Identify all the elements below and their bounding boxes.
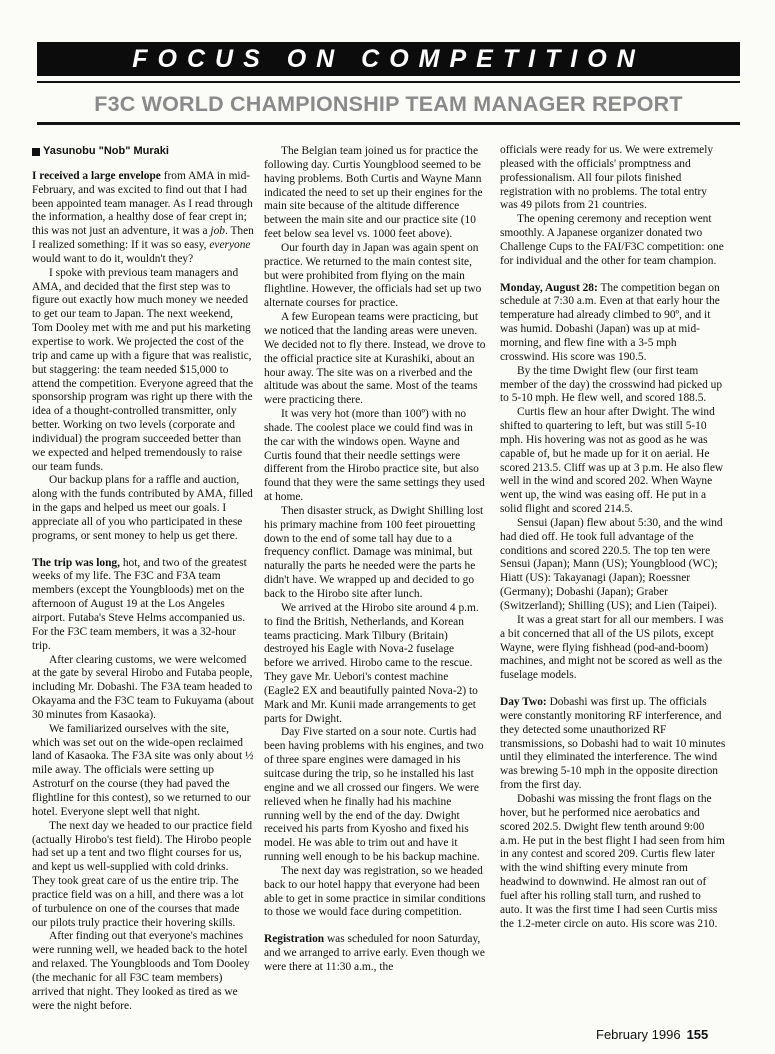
paragraph: Day Five started on a sour note. Curtis had been having problems with his engines, and two of three spare engines were damaged in his suitcase during the trip, so he installed his last engine and we all crossed our fingers. We were relieved when he finally had his machine running well by the end of the day. Dwight received his parts from Kyosho and fixed his model. He was able to trim out and have it running well enough to be his backup machine.	[264, 726, 484, 864]
header-rule-top	[37, 81, 740, 83]
paragraph-gap	[500, 683, 726, 696]
text-run: would want to do it, wouldn't they?	[32, 252, 194, 265]
paragraph: A few European teams were practicing, but we noticed that the landing areas were uneven. We decided not to fly there. Instead, we drove to the official practice site at Kurashiki, about an hour away. The site was on a riverbed and the altitude was about the same. Most of the teams were practicing there.	[264, 311, 486, 407]
paragraph: The Belgian team joined us for practice the following day. Curtis Youngblood seemed to be having problems. Both Curtis and Wayne Mann indicated the need to set up their engines for the main site because of the altitude difference between the main site and our practice site (10 feet below sea level vs. 1000 feet above).	[264, 145, 483, 241]
lead-in: Day Two:	[500, 696, 547, 709]
byline-square-icon	[32, 148, 40, 156]
paragraph: By the time Dwight flew (our first team member of the day) the crosswind had picked up to 5-10 mph. He flew well, and scored 188.5.	[500, 364, 723, 405]
paragraph: Our fourth day in Japan was again spent on practice. We returned to the main contest site, but were prohibited from flying on the main flightline. However, the officials had set up two alternate courses for practice.	[264, 241, 482, 310]
paragraph	[500, 696, 726, 793]
paragraph: The next day we headed to our practice field (actually Hirobo's test field). The Hirobo people had set up a tent and two flight courses for us, and kept us well-supplied with cold drinks. They took great care of us the entire trip. The practice field was on a hill, and there was a lot of turbulence on one of the courses that made our pilots truly practice their hovering skills.	[32, 819, 253, 929]
column-2	[264, 145, 486, 975]
lead-in: Monday, August 28:	[500, 281, 598, 294]
paragraph: After clearing customs, we were welcomed at the gate by several Hirobo and Futaba people, including Mr. Dobashi. The F3A team headed to Okayama and the F3C team to Fukuyama (about 30 minutes from Kasaoka).	[32, 653, 254, 721]
paragraph: It was very hot (more than 100º) with no shade. The coolest place we could find was in the car with the windows open. Wayne and Curtis found that their needle settings were different from the Hirobo practice site, but also found that they were the same settings they used at home.	[264, 408, 485, 504]
paragraph: We familiarized ourselves with the site, which was set out on the wide-open reclaimed land of Kasaoka. The F3A site was only about ½ mile away. The officials were setting up Astroturf on the course (they had paved the flightline for this contest), so we returned to our hotel. Everyone slept well that night.	[32, 722, 254, 818]
issue-date: February 1996	[596, 1027, 681, 1042]
section-banner: FOCUS ON COMPETITION	[37, 42, 740, 76]
paragraph	[32, 557, 254, 654]
paragraph: It was a great start for all our members. I was a bit concerned that all of the US pilots, except Wayne, were flying fishhead (pod-and-boom) machines, and might not be scored as well as the fuselage models.	[500, 613, 724, 682]
paragraph	[32, 170, 254, 267]
paragraph: I spoke with previous team managers and AMA, and decided that the first step was to figure out exactly how much money we needed to get our team to Japan. The next weekend, Tom Dooley met with me and put his marketing expertise to work. We projected the cost of the trip and came up with a figure that was realistic, but staggering: the team needed $15,000 to attend the competition. Everyone agreed that the sponsorship program was right up there with the idea of a thought-controlled transmitter, only better. Working on two levels (corporate and individual) the program succeeded better than we expected and helped tremendously to raise our team funds.	[32, 266, 254, 473]
emphasis: job	[210, 225, 225, 238]
paragraph: Curtis flew an hour after Dwight. The wind shifted to quartering to left, but was still 5-10 mph. His hovering was not as good as he was capable of, but he made up for it on aerial. He scored 213.5. Cliff was up at 3 p.m. He also flew well in the wind and scored 202. When Wayne went up, the wind was easing off. He put in a solid flight and scored 214.5.	[500, 406, 724, 516]
paragraph-gap	[32, 544, 254, 557]
paragraph	[500, 282, 726, 365]
paragraph-gap	[500, 269, 726, 282]
page-footer	[596, 1027, 708, 1042]
emphasis: everyone	[209, 239, 251, 252]
lead-in: Registration	[264, 933, 325, 946]
page-number: 155	[686, 1027, 709, 1042]
article-headline: F3C WORLD CHAMPIONSHIP TEAM MANAGER REPORT	[94, 92, 683, 116]
lead-in: The trip was long,	[32, 556, 120, 569]
paragraph: We arrived at the Hirobo site around 4 p.m. to find the British, Netherlands, and Korean teams practicing. Mark Tilbury (Britain) destroyed his Eagle with Nova-2 fuselage before we arrived. Hirobo came to the rescue. They gave Mr. Uebori's contest machine (Eagle2 EX and beautifully painted Nova-2) to Mark and Mr. Kunii made arrangements to get parts for Dwight.	[264, 601, 479, 725]
text-run: Dobashi was first up. The officials were constantly monitoring RF interference, and they detected some unauthorized RF transmissions, so Dobashi had to wait 10 minutes until they eliminated the interference. The wind was brewing 5-10 mph in the opposite direction from the first day.	[500, 696, 726, 792]
paragraph: Sensui (Japan) flew about 5:30, and the wind had died off. He took full advantage of the conditions and scored 220.5. The top ten were Sensui (Japan); Mann (US); Youngblood (WC); Hiatt (US): Takayanagi (Japan); Roessner (Germany); Dobashi (Japan); Graber (Switzerland); Shilling (US); and Lien (Taipei).	[500, 516, 723, 612]
paragraph: After finding out that everyone's machines were running well, we headed back to the hotel and relaxed. The Youngbloods and Tom Dooley (the mechanic for all F3C team members) arrived that night. They looked as tired as we were the night before.	[32, 930, 250, 1012]
text-run: The competition began on schedule at 7:30 a.m. Even at that early hour the temperature had already climbed to 90º, and it was humid. Dobashi (Japan) was up at mid-morning, and flew fine with a 3-5 mph crosswind. His score was 190.5.	[500, 281, 720, 363]
column-3	[500, 144, 726, 931]
paragraph: Our backup plans for a raffle and auction, along with the funds contributed by AMA, filled in the gaps and helped us meet our goals. I appreciate all of you who participated in these programs, or sent money to help us get there.	[32, 474, 253, 542]
lead-in: I received a large envelope	[32, 169, 161, 182]
text-run: . Then I realized something: If it was so easy,	[32, 225, 254, 252]
text-run: from AMA in mid-February, and was excited to find out that I had been appointed team manager. As I read through the information, a healthy dose of fear crept in; this was not just an adventure, it was a	[32, 169, 253, 238]
text-run: hot, and two of the greatest weeks of my life. The F3C and F3A team members (except the Youngbloods) met on the afternoon of August 19 at the Los Angeles airport. Futaba's Steve Helms accompanied us. For the F3C team members, it was a 32-hour trip.	[32, 556, 247, 652]
paragraph: Dobashi was missing the front flags on the hover, but he performed nice aerobatics and scored 202.5. Dwight flew tenth around 9:00 a.m. He put in the best flight I had seen from him in any contest and scored 209. Curtis flew later with the wind shifting every minute from headwind to downwind. He almost ran out of fuel after his rolling stall turn, and rushed to auto. It was the first time I had seen Curtis miss the 1.2-meter circle on auto. His score was 210.	[500, 792, 725, 930]
author-name: Yasunobu "Nob" Muraki	[43, 145, 169, 157]
paragraph-gap	[264, 920, 486, 933]
column-1	[32, 145, 254, 1013]
byline	[32, 145, 254, 159]
paragraph: Then disaster struck, as Dwight Shilling lost his primary machine from 100 feet pirouetting down to the end of some tall hay due to a frequency conflict. Damage was minimal, but naturally the parts he needed were the parts he didn't have. We wrapped up and decided to go back to the Hirobo site after lunch.	[264, 504, 484, 600]
paragraph: The opening ceremony and reception went smoothly. A Japanese organizer donated two Challenge Cups to the FAI/F3C competition: one for individual and the other for team champion.	[500, 213, 724, 267]
text-run: was scheduled for noon Saturday, and we arranged to arrive early. Even though we were there at 11:30 a.m., the	[264, 933, 485, 973]
paragraph: officials were ready for us. We were extremely pleased with the officials' promptness and professionalism. All four pilots finished registration with no problems. The total entry was 49 pilots from 21 countries.	[500, 144, 714, 212]
header-rule-bottom	[37, 122, 740, 125]
paragraph: The next day was registration, so we headed back to our hotel happy that everyone had been able to get in some practice in similar conditions to those we would face during competition.	[264, 864, 486, 919]
paragraph	[264, 933, 486, 975]
